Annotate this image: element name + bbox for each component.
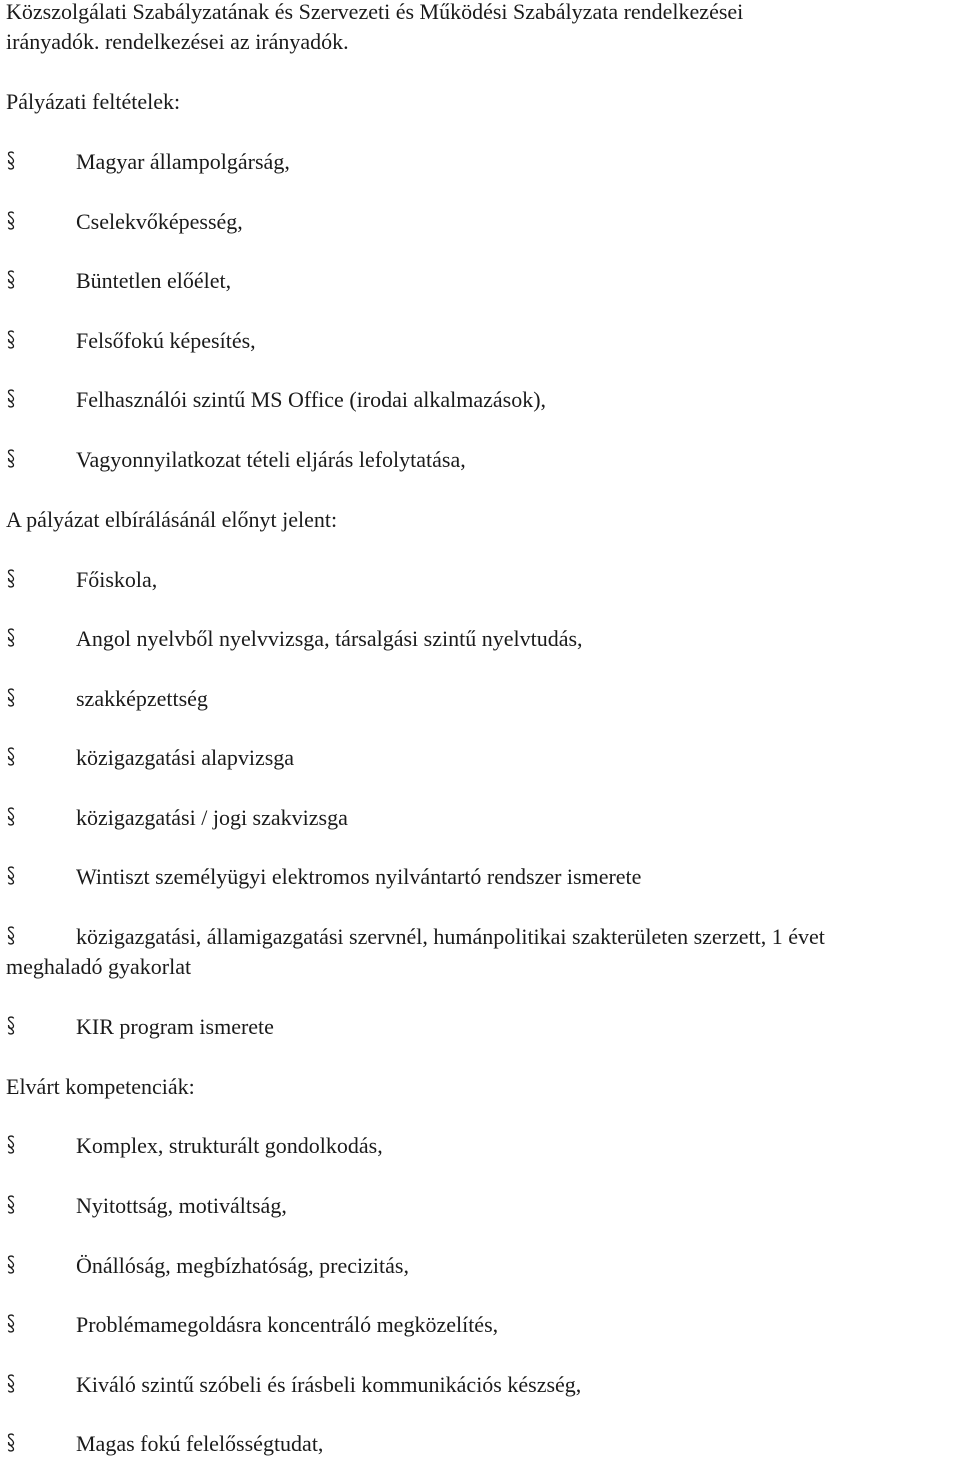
section-bullet-icon [6,1012,16,1042]
section-bullet-icon [6,1370,16,1400]
section-bullet-icon [6,385,16,415]
section-bullet-icon [6,326,16,356]
intro-line-1: Közszolgálati Szabályzatának és Szervezeti és Működési Szabályzata rendelkezései [6,0,744,24]
list-item-text: közigazgatási / jogi szakvizsga [76,805,348,830]
section-bullet-icon [6,684,16,714]
list-item-text: Önállóság, megbízhatóság, precizitás, [76,1253,409,1278]
list-item-text: Angol nyelvből nyelvvizsga, társalgási szintű nyelvtudás, [76,626,583,651]
advantages-heading: A pályázat elbírálásánál előnyt jelent: [6,507,338,532]
section-bullet-icon [6,922,16,952]
intro-line-2: irányadók. rendelkezései az irányadók. [6,29,349,54]
list-item-text: Komplex, strukturált gondolkodás, [76,1133,383,1158]
list-item-text: Magas fokú felelősségtudat, [76,1431,324,1456]
section-bullet-icon [6,743,16,773]
section-bullet-icon [6,862,16,892]
section-bullet-icon [6,147,16,177]
section-bullet-icon [6,624,16,654]
section-bullet-icon [6,1251,16,1281]
list-item-text: Kiváló szintű szóbeli és írásbeli kommunikációs készség, [76,1372,582,1397]
section-bullet-icon [6,565,16,595]
section-bullet-icon [6,266,16,296]
competencies-heading: Elvárt kompetenciák: [6,1074,195,1099]
list-item-text: közigazgatási, államigazgatási szervnél, humánpolitikai szakterületen szerzett, 1 évet [76,924,825,949]
list-item-text: Büntetlen előélet, [76,268,232,293]
list-item-text: Felhasználói szintű MS Office (irodai alkalmazások), [76,387,547,412]
list-item-text: Felsőfokú képesítés, [76,328,256,353]
section-bullet-icon [6,1310,16,1340]
list-item-text: közigazgatási alapvizsga [76,745,295,770]
section-bullet-icon [6,1131,16,1161]
list-item-text: Cselekvőképesség, [76,209,243,234]
list-item-text: Magyar állampolgárság, [76,149,290,174]
section-bullet-icon [6,803,16,833]
list-item-text: szakképzettség [76,686,208,711]
list-item-text: Főiskola, [76,567,158,592]
list-item-text: Vagyonnyilatkozat tételi eljárás lefolytatása, [76,447,466,472]
list-item-text: Wintiszt személyügyi elektromos nyilvántartó rendszer ismerete [76,864,642,889]
list-item-text: Problémamegoldásra koncentráló megközelítés, [76,1312,499,1337]
section-bullet-icon [6,207,16,237]
list-item-text: Nyitottság, motiváltság, [76,1193,287,1218]
list-item-continuation: meghaladó gyakorlat [6,954,192,979]
conditions-heading: Pályázati feltételek: [6,89,181,114]
section-bullet-icon [6,445,16,475]
list-item-text: KIR program ismerete [76,1014,274,1039]
section-bullet-icon [6,1191,16,1221]
section-bullet-icon [6,1429,16,1459]
